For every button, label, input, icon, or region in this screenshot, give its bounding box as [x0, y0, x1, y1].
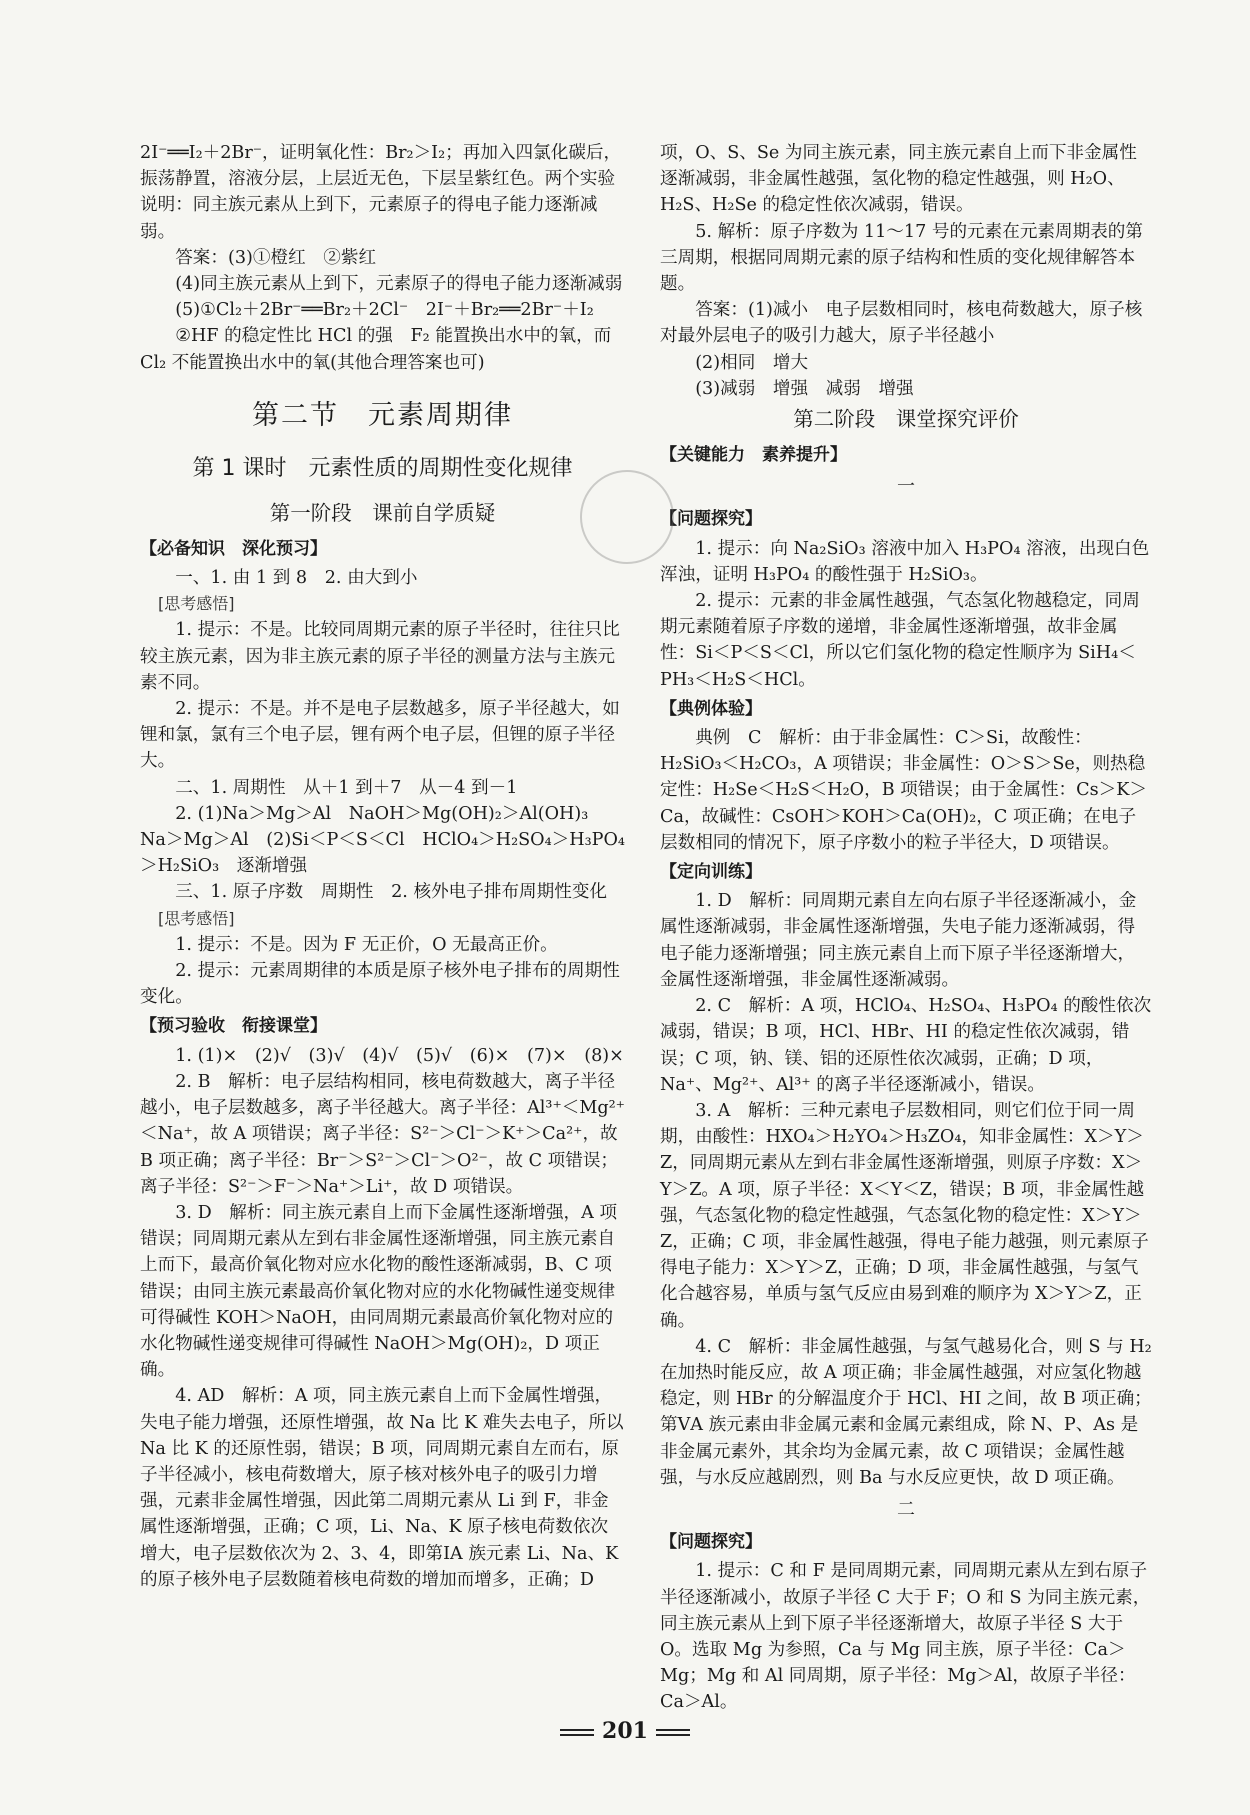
paragraph: (2)相同 增大: [695, 352, 809, 373]
section-heading: 第一阶段 课前自学质疑: [269, 500, 496, 525]
paragraph: (3)减弱 增强 减弱 增强: [695, 378, 914, 399]
paragraph: 3. A 解析：三种元素电子层数相同，则它们位于同一周期，由酸性：HXO₄＞H₂YO₄＞H₃ZO₄，知非金属性：X＞Y＞Z，同周期元素从左到右非金属性逐渐增强，则原子序数：X＞Y＞Z。A 项，原子半径：X＜Y＜Z，错误；B 项，非金属性越强，气态氢化物的稳定性越强，气态氢化物的稳定性：X＞Y＞Z，正确；C 项，非金属性越强，得电子能力越强，则元素原子得电子能力：X＞Y＞Z，正确；D 项，非金属性越强，与氢气化合越容易，单质与氢气反应由易到难的顺序为 X＞Y＞Z，正确。: [660, 1100, 1149, 1331]
page-number: [0, 1718, 1250, 1744]
page-number-rule-right: [656, 1729, 690, 1736]
paragraph: 典例 C 解析：由于非金属性：C＞Si，故酸性：H₂SiO₃＜H₂CO₃，A 项错误；非金属性：O＞S＞Se，则热稳定性：H₂Se＜H₂S＜H₂O，B 项错误；由于金属性：Cs＞K＞Ca，故碱性：CsOH＞KOH＞Ca(OH)₂，C 项正确；在电子层数相同的情况下，原子序数小的粒子半径大，D 项错误。: [660, 728, 1147, 853]
paragraph: 2. 提示：元素周期律的本质是原子核外电子排布的周期性变化。: [140, 961, 620, 1008]
paragraph: (4)同主族元素从上到下，元素原子的得电子能力逐渐减弱: [175, 274, 623, 295]
page-number-rule-left: [560, 1729, 594, 1736]
paragraph: 2. C 解析：A 项，HClO₄、H₂SO₄、H₃PO₄ 的酸性依次减弱，错误；B 项，HCl、HBr、HI 的稳定性依次减弱，错误；C 项，钠、镁、铝的还原性依次减弱，正确；D 项，Na⁺、Mg²⁺、Al³⁺ 的离子半径逐渐减小，错误。: [660, 996, 1152, 1095]
paragraph: 1. 提示：不是。因为 F 无正价，O 无最高正价。: [175, 934, 558, 955]
paragraph: 4. AD 解析：A 项，同主族元素自上而下金属性增强，失电子能力增强，还原性增强，故 Na 比 K 难失去电子，所以 Na 比 K 的还原性弱，错误；B 项，同周期元素自左而右，原子半径减小，核电荷数增大，原子核对核外电子的吸引力增强，元素非金属性增强，因此第二周期元素从 Li 到 F，非金属性逐渐增强，正确；C 项，Li、Na、K 原子核电荷数依次增大，电子层数依次为 2、3、4，即第ⅠA 族元素 Li、Na、K 的原子核外电子层数随着核电荷数的增加而增多，正确；D: [140, 1386, 624, 1590]
section-heading: 第 1 课时 元素性质的周期性变化规律: [192, 455, 573, 481]
section-heading: 第二阶段 课堂探究评价: [793, 407, 1019, 432]
paragraph: 2. (1)Na＞Mg＞Al NaOH＞Mg(OH)₂＞Al(OH)₃ Na＞Mg＞Al (2)Si＜P＜S＜Cl HClO₄＞H₂SO₄＞H₃PO₄＞H₂SiO₃ 逐渐增强: [140, 803, 625, 877]
boxed-subheading: 【预习验收 衔接课堂】: [140, 1016, 327, 1037]
paragraph: 3. D 解析：同主族元素自上而下金属性逐渐增强，A 项错误；同周期元素从左到右非金属性逐渐增强，同主族元素自上而下，最高价氧化物对应水化物的酸性逐渐减弱，B、C 项错误；由同主族元素最高价氧化物对应的水化物碱性递变规律可得碱性 KOH＞NaOH，由同周期元素最高价氧化物对应的水化物碱性递变规律可得碱性 NaOH＞Mg(OH)₂，D 项正确。: [140, 1202, 618, 1381]
paragraph: 二、1. 周期性 从＋1 到＋7 从－4 到－1: [175, 777, 518, 798]
paragraph: (5)①Cl₂＋2Br⁻══Br₂＋2Cl⁻ 2I⁻＋Br₂══2Br⁻＋I₂: [175, 300, 594, 321]
paragraph: ②HF 的稳定性比 HCl 的强 F₂ 能置换出水中的氧，而 Cl₂ 不能置换出水中的氧(其他合理答案也可): [140, 326, 612, 373]
paragraph: 2. 提示：元素的非金属性越强，气态氢化物越稳定，同周期元素随着原子序数的递增，非金属性逐渐增强，故非金属性：Si＜P＜S＜Cl，所以它们氢化物的稳定性顺序为 SiH₄＜PH₃＜H₂S＜HCl。: [660, 591, 1140, 690]
part-divider: 一: [897, 476, 915, 498]
paragraph: 答案：(1)减小 电子层数相同时，核电荷数越大，原子核对最外层电子的吸引力越大，原子半径越小: [660, 300, 1143, 347]
paragraph: 1. 提示：C 和 F 是同周期元素，同周期元素从左到右原子半径逐渐减小，故原子半径 C 大于 F；O 和 S 为同主族元素，同主族元素从上到下原子半径逐渐增大，故原子半径 S 大于 O。选取 Mg 为参照，Ca 与 Mg 同主族，原子半径：Ca＞Mg；Mg 和 Al 同周期，原子半径：Mg＞Al，故原子半径：Ca＞Al。: [660, 1561, 1151, 1713]
paragraph: 2. B 解析：电子层结构相同，核电荷数越大，离子半径越小，电子层数越多，离子半径越大。离子半径：Al³⁺＜Mg²⁺＜Na⁺，故 A 项错误；离子半径：S²⁻＞Cl⁻＞K⁺＞Ca²⁺，故 B 项正确；离子半径：Br⁻＞S²⁻＞Cl⁻＞O²⁻，故 C 项错误；离子半径：S²⁻＞F⁻＞Na⁺＞Li⁺，故 D 项错误。: [140, 1071, 625, 1197]
paragraph: 5. 解析：原子序数为 11～17 号的元素在元素周期表的第三周期，根据同周期元素的原子结构和性质的变化规律解答本题。: [660, 221, 1143, 295]
boxed-subheading: 【典例体验】: [660, 698, 762, 719]
boxed-subheading: 【问题探究】: [660, 1532, 762, 1553]
left-column: [140, 140, 625, 1593]
paragraph: 三、1. 原子序数 周期性 2. 核外电子排布周期性变化: [175, 882, 608, 903]
paragraph: 1. (1)× (2)√ (3)√ (4)√ (5)√ (6)× (7)× (8)×: [175, 1045, 624, 1066]
paragraph: 1. 提示：不是。比较同周期元素的原子半径时，往往只比较主族元素，因为非主族元素的原子半径的测量方法与主族元素不同。: [140, 620, 620, 693]
paragraph: 2. 提示：不是。并不是电子层数越多，原子半径越大，如锂和氯，氯有三个电子层，锂有两个电子层，但锂的原子半径大。: [140, 699, 620, 772]
bracket-note-label: [思考感悟]: [158, 908, 235, 928]
boxed-subheading: 【必备知识 深化预习】: [140, 538, 327, 559]
paragraph: 项，O、S、Se 为同主族元素，同主族元素自上而下非金属性逐渐减弱，非金属性越强，氢化物的稳定性越强，则 H₂O、H₂S、H₂Se 的稳定性依次减弱，错误。: [660, 143, 1137, 216]
right-column: [660, 140, 1152, 1716]
boxed-subheading: 【定向训练】: [660, 862, 762, 883]
paragraph: 1. 提示：向 Na₂SiO₃ 溶液中加入 H₃PO₄ 溶液，出现白色浑浊，证明 H₃PO₄ 的酸性强于 H₂SiO₃。: [660, 538, 1150, 585]
paragraph: 答案：(3)①橙红 ②紫红: [175, 247, 377, 268]
paragraph: 一、1. 由 1 到 8 2. 由大到小: [175, 568, 418, 589]
page-number-text: 201: [602, 1718, 648, 1744]
paragraph: 4. C 解析：非金属性越强，与氢气越易化合，则 S 与 H₂ 在加热时能反应，故 A 项正确；非金属性越强，对应氢化物越稳定，则 HBr 的分解温度介于 HCl、HI 之间，故 B 项正确；第ⅤA 族元素由非金属元素和金属元素组成，除 N、P、As 是非金属元素外，其余均为金属元素，故 C 项错误；金属性越强，与水反应越剧烈，则 Ba 与水反应更快，故 D 项正确。: [660, 1336, 1152, 1488]
boxed-subheading: 【问题探究】: [660, 509, 762, 530]
boxed-subheading: 【关键能力 素养提升】: [660, 445, 847, 466]
paragraph: 2I⁻══I₂＋2Br⁻，证明氧化性：Br₂＞I₂；再加入四氯化碳后，振荡静置，溶液分层，上层近无色，下层呈紫红色。两个实验说明：同主族元素从上到下，元素原子的得电子能力逐渐减弱。: [140, 143, 622, 242]
part-divider: 二: [897, 1498, 915, 1520]
paragraph: 1. D 解析：同周期元素自左向右原子半径逐渐减小，金属性逐渐减弱，非金属性逐渐增强，失电子能力逐渐减弱，得电子能力逐渐增强；同主族元素自上而下原子半径逐渐增大，金属性逐渐增强，非金属性逐渐减弱。: [660, 891, 1137, 990]
section-heading: 第二节 元素周期律: [252, 399, 513, 431]
bracket-note-label: [思考感悟]: [158, 594, 235, 614]
